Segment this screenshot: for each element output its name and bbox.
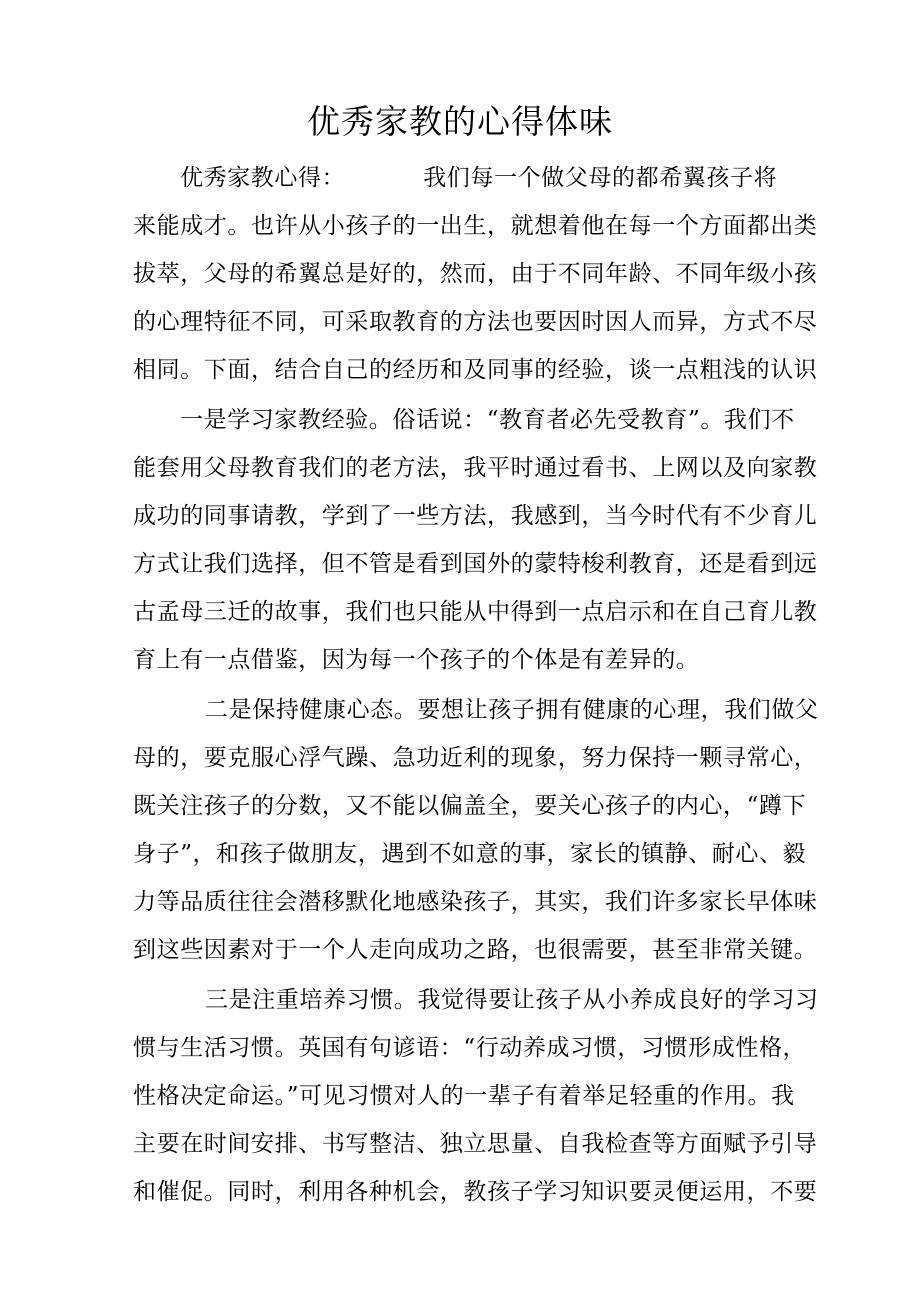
intro-line-1-text: 我们每一个做父母的都希翼孩子将 (423, 165, 778, 191)
intro-line-4: 的心理特征不同，可采取教育的方法也要因时因人而异，方式不尽 (133, 309, 818, 335)
section1-line-4: 方式让我们选择，但不管是看到国外的蒙特梭利教育，还是看到远 (133, 551, 818, 577)
section2-line-1: 二是保持健康心态。要想让孩子拥有健康的心理，我们做父 (205, 697, 819, 723)
intro-label: 优秀家教心得： (180, 165, 346, 191)
section2-line-5: 力等品质往往会潜移默化地感染孩子，其实，我们许多家长早体味 (133, 889, 818, 915)
section2-line-3: 既关注孩子的分数，又不能以偏盖全，要关心孩子的内心，“蹲下 (133, 793, 807, 819)
section2-line-6: 到这些因素对于一个人走向成功之路，也很需要，甚至非常关键。 (133, 937, 818, 963)
section3-line-1: 三是注重培养习惯。我觉得要让孩子从小养成良好的学习习 (205, 987, 819, 1013)
section2-line-4: 身子”，和孩子做朋友，遇到不如意的事，家长的镇静、耐心、毅 (133, 841, 807, 867)
intro-line-5: 相同。下面，结合自己的经历和及同事的经验，谈一点粗浅的认识 (133, 357, 818, 383)
intro-line-1 (180, 154, 777, 202)
section3-line-3: 性格决定命运。”可见习惯对人的一辈子有着举足轻重的作用。我 (133, 1083, 795, 1109)
intro-line-2: 来能成才。也许从小孩子的一出生，就想着他在每一个方面都出类 (133, 213, 818, 239)
section3-line-5: 和催促。同时，利用各种机会，教孩子学习知识要灵便运用，不要 (133, 1179, 818, 1205)
section1-line-2: 能套用父母教育我们的老方法，我平时通过看书、上网以及向家教 (133, 455, 818, 481)
section1-line-5: 古孟母三迁的故事，我们也只能从中得到一点启示和在自己育儿教 (133, 599, 818, 625)
section1-line-1: 一是学习家教经验。俗话说：“教育者必先受教育”。我们不 (180, 407, 795, 433)
section1-line-6: 育上有一点借鉴，因为每一个孩子的个体是有差异的。 (133, 647, 700, 673)
section1-line-3: 成功的同事请教，学到了一些方法，我感到，当今时代有不少育儿 (133, 503, 818, 529)
intro-line-3: 拔萃，父母的希翼总是好的，然而，由于不同年龄、不同年级小孩 (133, 261, 818, 287)
section2-line-2: 母的，要克服心浮气躁、急功近利的现象，努力保持一颗寻常心， (133, 745, 818, 771)
document-title: 优秀家教的心得体味 (307, 102, 613, 141)
section3-line-4: 主要在时间安排、书写整洁、独立思量、自我检查等方面赋予引导 (133, 1131, 818, 1157)
section3-line-2: 惯与生活习惯。英国有句谚语：“行动养成习惯，习惯形成性格， (133, 1035, 807, 1061)
